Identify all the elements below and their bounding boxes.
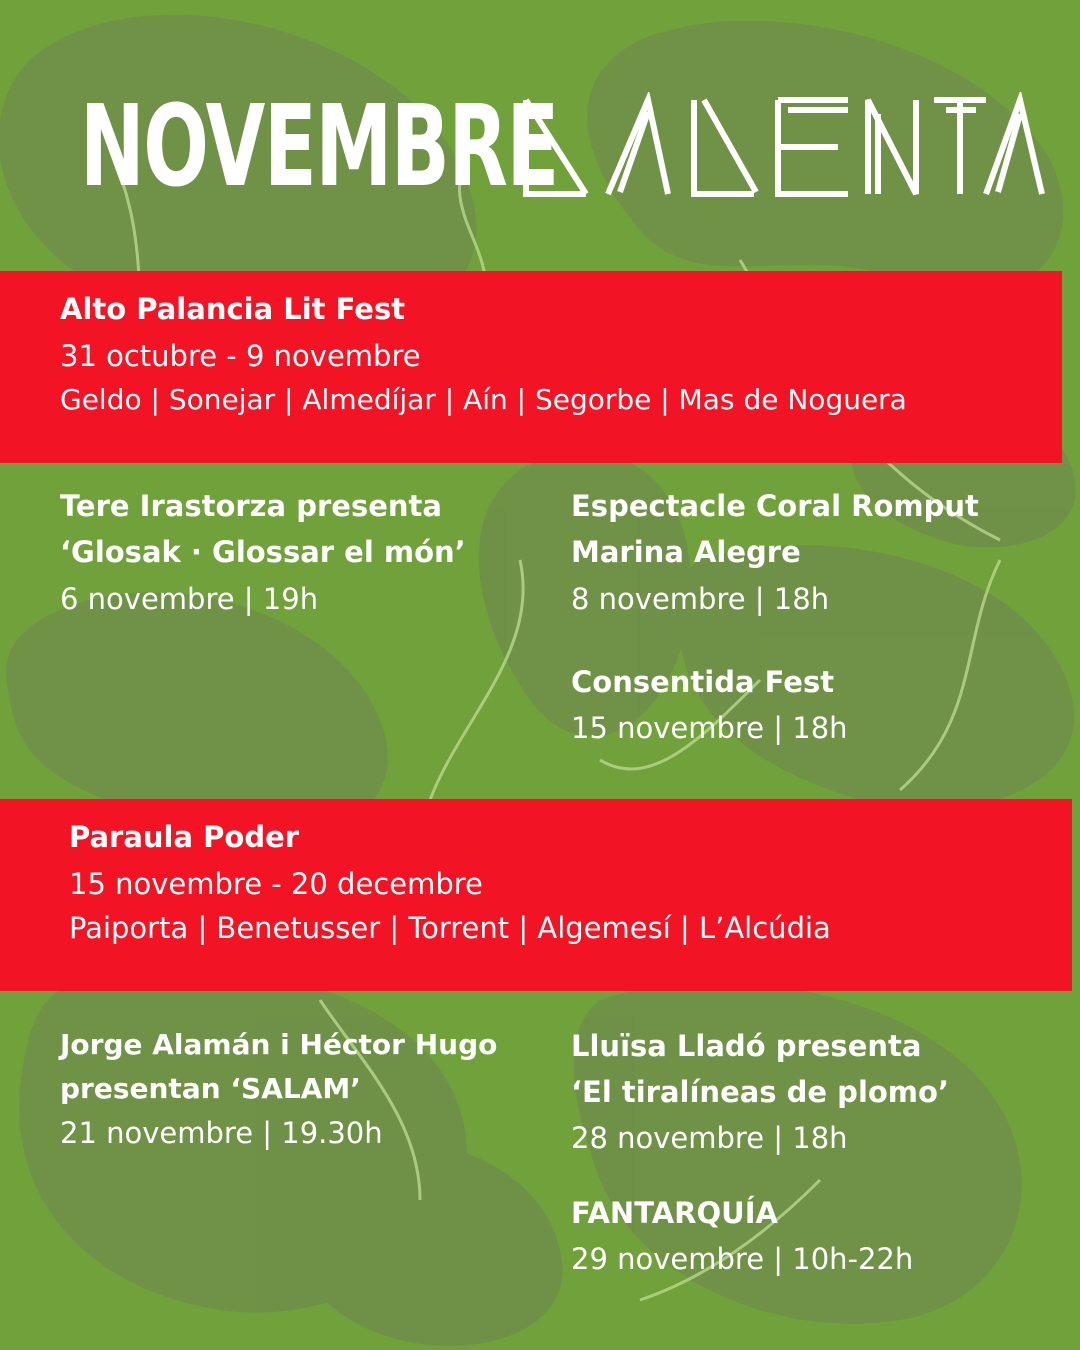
event-2-title-line2: Marina Alegre xyxy=(571,535,801,569)
title-solid-word: NOVEMBRE xyxy=(80,82,558,212)
event-4-title-line1: Jorge Alamán i Héctor Hugo xyxy=(60,1028,498,1061)
event-3-title: Consentida Fest xyxy=(571,665,835,699)
event-6-title: FANTARQUÍA xyxy=(571,1196,778,1230)
festival-2-places: Paiporta | Benetusser | Torrent | Algemesí | L’Alcúdia xyxy=(69,911,831,945)
poster-title xyxy=(80,82,1040,212)
event-4-title-line2: presentan ‘SALAM’ xyxy=(60,1072,361,1105)
festival-1-places: Geldo | Sonejar | Almedíjar | Aín | Segorbe | Mas de Noguera xyxy=(60,383,907,416)
festival-1-dates: 31 octubre - 9 novembre xyxy=(60,339,421,373)
festival-2-dates: 15 novembre - 20 decembre xyxy=(69,867,483,901)
event-2-title-line1: Espectacle Coral Romput xyxy=(571,489,979,523)
event-1-when: 6 novembre | 19h xyxy=(60,582,319,616)
festival-1-name: Alto Palancia Lit Fest xyxy=(60,292,406,326)
event-1-title-line2: ‘Glosak · Glossar el món’ xyxy=(60,535,466,569)
event-6-when: 29 novembre | 10h-22h xyxy=(571,1242,914,1276)
event-1-title-line1: Tere Irastorza presenta xyxy=(60,489,442,523)
event-5-title-line1: Lluïsa Lladó presenta xyxy=(571,1029,922,1063)
event-5-title-line2: ‘El tiralíneas de plomo’ xyxy=(571,1075,949,1109)
event-5-when: 28 novembre | 18h xyxy=(571,1121,848,1155)
event-3-when: 15 novembre | 18h xyxy=(571,711,848,745)
event-4-when: 21 novembre | 19.30h xyxy=(60,1116,383,1150)
event-2-when: 8 novembre | 18h xyxy=(571,582,830,616)
festival-2-name: Paraula Poder xyxy=(69,820,300,854)
title-outline-word xyxy=(516,92,1046,202)
